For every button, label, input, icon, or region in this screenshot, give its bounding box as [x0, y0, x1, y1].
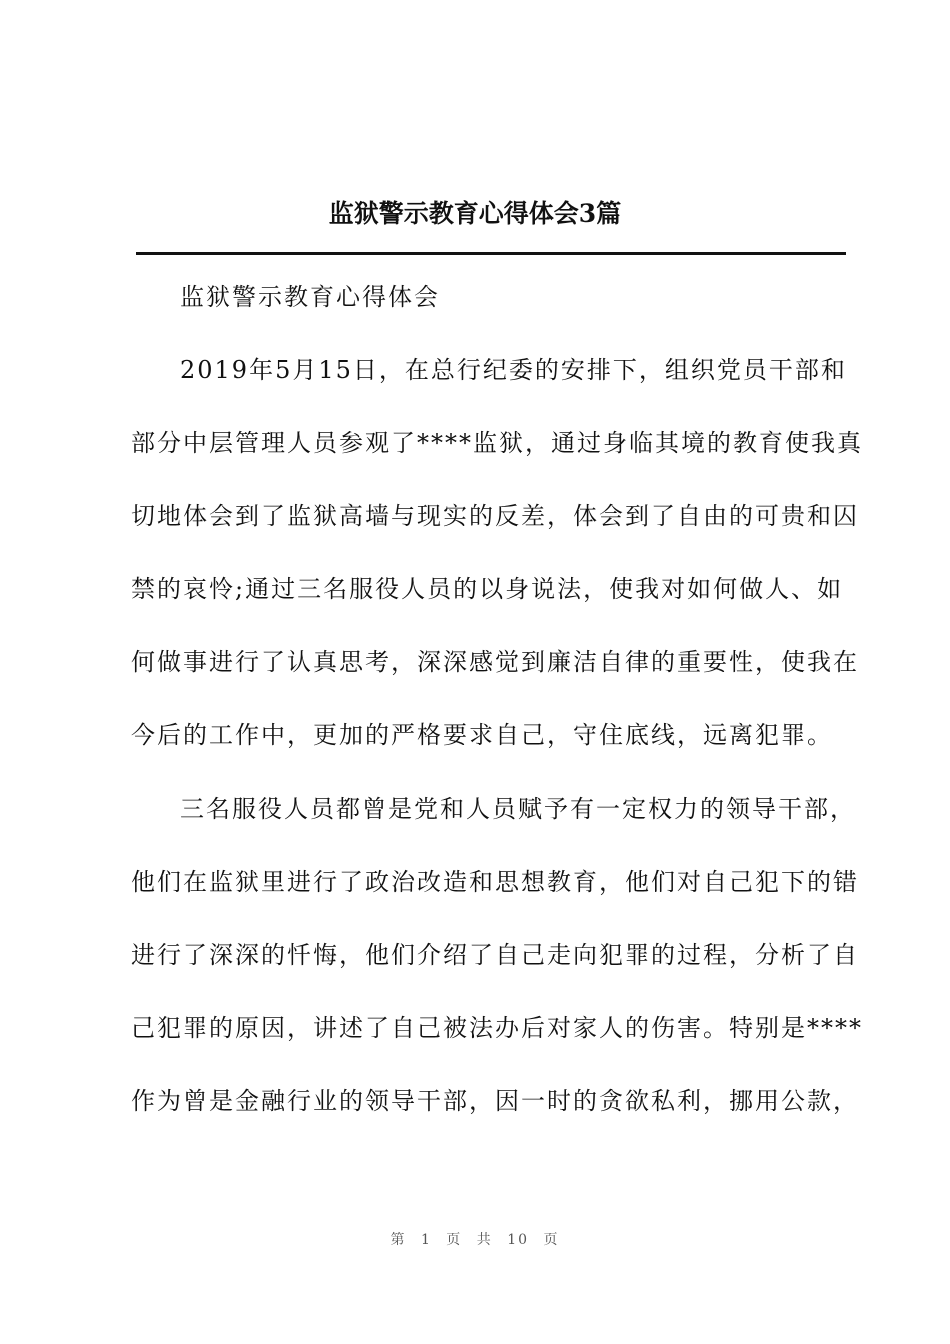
body-line: 部分中层管理人员参观了****监狱，通过身临其境的教育使我真 — [131, 429, 863, 457]
body-line: 他们在监狱里进行了政治改造和思想教育，他们对自己犯下的错 — [131, 868, 859, 896]
body-line: 三名服役人员都曾是党和人员赋予有一定权力的领导干部， — [180, 795, 856, 823]
document-subtitle: 监狱警示教育心得体会 — [180, 283, 440, 311]
body-line: 作为曾是金融行业的领导干部，因一时的贪欲私利，挪用公款， — [131, 1087, 859, 1115]
title-divider — [136, 252, 846, 255]
body-line: 己犯罪的原因，讲述了自己被法办后对家人的伤害。特别是**** — [131, 1014, 863, 1042]
page-number-footer: 第 1 页 共 10 页 — [390, 1232, 560, 1248]
body-line: 何做事进行了认真思考，深深感觉到廉洁自律的重要性，使我在 — [131, 648, 859, 676]
body-line: 进行了深深的忏悔，他们介绍了自己走向犯罪的过程，分析了自 — [131, 941, 859, 969]
body-line: 禁的哀怜;通过三名服役人员的以身说法，使我对如何做人、如 — [131, 575, 844, 603]
document-title: 监狱警示教育心得体会3篇 — [328, 199, 622, 228]
body-line: 2019年5月15日，在总行纪委的安排下，组织党员干部和 — [180, 356, 847, 384]
body-line: 今后的工作中，更加的严格要求自己，守住底线，远离犯罪。 — [131, 721, 833, 749]
body-line: 切地体会到了监狱高墙与现实的反差，体会到了自由的可贵和囚 — [131, 502, 859, 530]
